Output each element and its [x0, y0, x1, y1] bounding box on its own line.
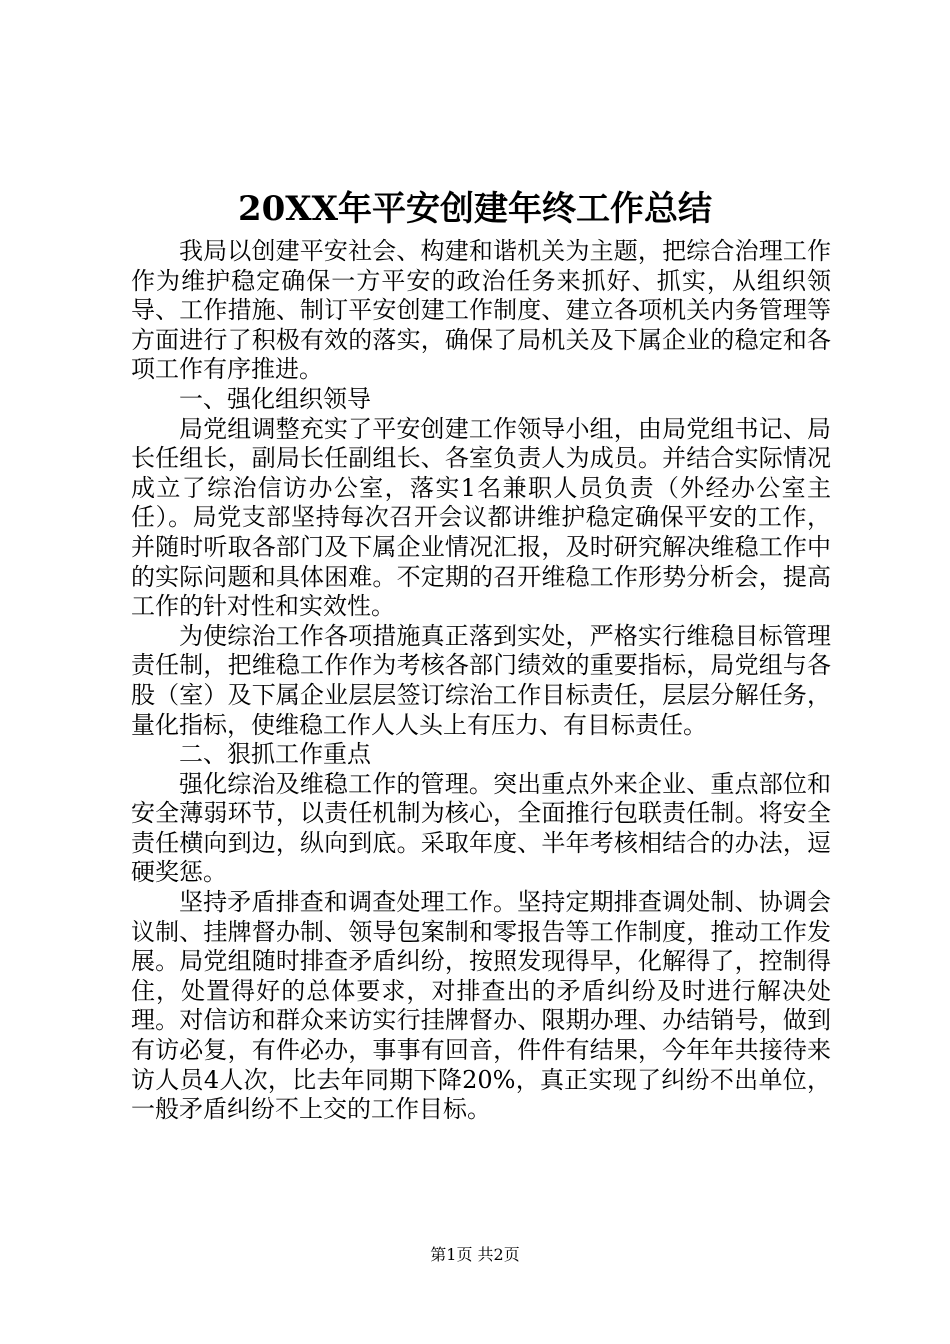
paragraph-management: 强化综治及维稳工作的管理。突出重点外来企业、重点部位和安全薄弱环节，以责任机制为核心，全面推行包联责任制。将安全责任横向到边，纵向到底。采取年度、半年考核相结合的办法，逗硬奖惩。 — [131, 769, 831, 887]
paragraph-dispute-handling: 坚持矛盾排查和调查处理工作。坚持定期排查调处制、协调会议制、挂牌督办制、领导包案制和零报告等工作制度，推动工作发展。局党组随时排查矛盾纠纷，按照发现得早，化解得了，控制得住，处置得好的总体要求，对排查出的矛盾纠纷及时进行解决处理。对信访和群众来访实行挂牌督办、限期办理、办结销号，做到有访必复，有件必办，事事有回音，件件有结果，今年年共接待来访人员4人次，比去年同期下降20%，真正实现了纠纷不出单位，一般矛盾纠纷不上交的工作目标。 — [131, 888, 831, 1124]
paragraph-responsibility: 为使综治工作各项措施真正落到实处，严格实行维稳目标管理责任制，把维稳工作作为考核各部门绩效的重要指标，局党组与各股（室）及下属企业层层签订综治工作目标责任，层层分解任务，量化指标，使维稳工作人人头上有压力、有目标责任。 — [131, 621, 831, 739]
section-heading-1: 一、强化组织领导 — [179, 384, 371, 413]
paragraph-intro: 我局以创建平安社会、构建和谐机关为主题，把综合治理工作作为维护稳定确保一方平安的政治任务来抓好、抓实，从组织领导、工作措施、制订平安创建工作制度、建立各项机关内务管理等方面进行了积极有效的落实，确保了局机关及下属企业的稳定和各项工作有序推进。 — [131, 237, 831, 384]
section-heading-2: 二、狠抓工作重点 — [179, 740, 371, 769]
document-body — [131, 237, 831, 1125]
document-title: 20XX年平安创建年终工作总结 — [237, 189, 713, 229]
paragraph-leadership: 局党组调整充实了平安创建工作领导小组，由局党组书记、局长任组长，副局长任副组长、各室负责人为成员。并结合实际情况成立了综治信访办公室，落实1名兼职人员负责（外经办公室主任）。局党支部坚持每次召开会议都讲维护稳定确保平安的工作，并随时听取各部门及下属企业情况汇报，及时研究解决维稳工作中的实际问题和具体困难。不定期的召开维稳工作形势分析会，提高工作的针对性和实效性。 — [131, 414, 831, 621]
page-footer: 第1页 共2页 — [430, 1245, 520, 1264]
